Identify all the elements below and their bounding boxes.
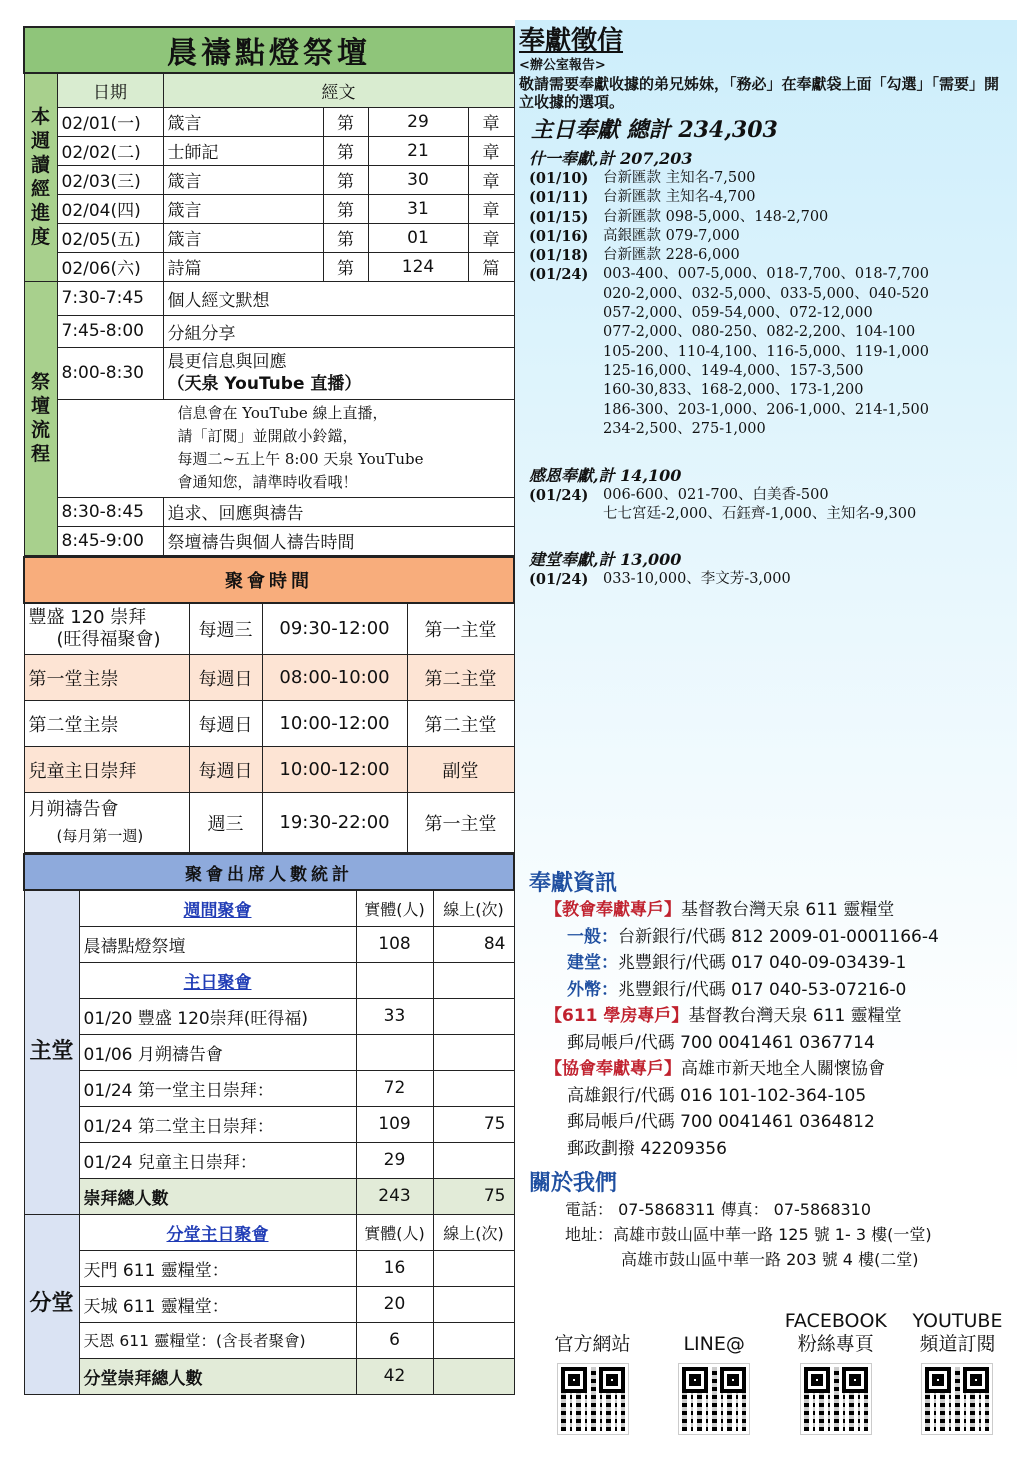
meeting-row — [24, 747, 514, 793]
tithe-title: 什一奉獻,計 207,203 — [529, 149, 693, 168]
meeting-row — [24, 603, 514, 655]
reading-row — [24, 107, 514, 136]
attendance-online — [433, 998, 514, 1034]
list-item — [515, 188, 1017, 207]
meeting-day: 每週日 — [189, 701, 262, 747]
church-account-tag: 【教會奉獻專戶】 — [545, 900, 681, 920]
notice-line: 每週二~五上午 8:00 天泉 YouTube — [177, 450, 424, 468]
offering-info-title: 奉獻資訊 — [529, 870, 618, 896]
meeting-name: 兒童主日崇拜 — [24, 747, 189, 793]
offering-info — [515, 866, 1017, 1272]
entry-date: (01/16) — [529, 227, 589, 245]
contact-phone: 電話： 07-5868311 傳真： 07-5868310 — [565, 1200, 872, 1219]
attendance-name: 天城 611 靈糧堂： — [79, 1286, 356, 1322]
meeting-name: 第二堂主崇 — [24, 701, 189, 747]
reading-date: 02/04(四) — [57, 194, 163, 223]
attendance-name: 01/24 第一堂主日崇拜： — [79, 1070, 356, 1106]
reading-book: 箴言 — [163, 165, 323, 194]
entry-date: (01/11) — [529, 189, 589, 207]
attendance-online — [433, 1322, 514, 1358]
entry-text: 台新匯款 098-5,000、148-2,700 — [603, 208, 829, 225]
attendance-row — [24, 926, 514, 962]
reading-number: 31 — [368, 194, 468, 223]
foreign-label: 外幣： — [567, 979, 618, 1000]
reading-number: 124 — [368, 252, 468, 281]
reading-prefix: 第 — [323, 223, 368, 252]
entry-text: 006-600、021-700、白美香-500 七七宮廷-2,000、石鈺齊-1,000、主知名-9,300 — [603, 487, 917, 523]
entry-date: (01/24) — [529, 487, 589, 505]
attendance-physical: 29 — [356, 1142, 433, 1178]
entry-text: 高銀匯款 079-7,000 — [603, 227, 740, 244]
offering-title: 奉獻徵信 — [519, 26, 624, 56]
list-item — [515, 570, 1017, 589]
main-hall-label: 主堂 — [24, 890, 79, 1214]
branch-total-row — [24, 1358, 514, 1394]
right-column — [515, 20, 1017, 1440]
meeting-time-title: 聚會時間 — [24, 557, 514, 603]
notice-line: 會通知您，請準時收看哦！ — [177, 473, 358, 491]
attendance-online — [433, 1142, 514, 1178]
entry-text: 003-400、007-5,000、018-7,700、018-7,700 020-2,000、032-5,000、033-5,000、040-520 057-2,000、059-54,000、072-12,000 077-2,000、080-250、082-2,200、104-100 105-200、110-4,100、116-5,000、119-1,000 125-16,000、149-4,000、157-3,500 160-30,833、168-2,000、173-1,200 186-300、203-1,000、206-1,000、214-1,500 234-2,500、275-1,000 — [603, 266, 930, 437]
reading-book: 箴言 — [163, 223, 323, 252]
association-account: 郵政劃撥 42209356 — [567, 1138, 727, 1159]
office-report-label: <辦公室報告> — [519, 58, 606, 73]
scripture-header: 經文 — [163, 73, 514, 107]
contact-address-2: 高雄市鼓山區中華一路 203 號 4 樓(二堂) — [621, 1250, 919, 1269]
meeting-time-table — [23, 556, 515, 854]
list-item — [515, 486, 1017, 525]
attendance-physical: 109 — [356, 1106, 433, 1142]
attendance-total-online: 75 — [433, 1178, 514, 1214]
qr-youtube[interactable] — [900, 1306, 1015, 1434]
qr-code-row — [535, 1306, 1015, 1434]
qr-code-icon[interactable] — [558, 1364, 628, 1434]
association-name: 高雄市新天地全人關懷協會 — [681, 1059, 885, 1079]
col-physical: 實體(人) — [356, 890, 433, 926]
list-item — [515, 227, 1017, 246]
col-physical: 實體(人) — [356, 1214, 433, 1250]
attendance-name: 天門 611 靈糧堂： — [79, 1250, 356, 1286]
attendance-physical: 6 — [356, 1322, 433, 1358]
reading-row — [24, 136, 514, 165]
notice-line: 信息會在 YouTube 線上直播， — [177, 404, 388, 422]
reading-unit: 章 — [468, 165, 514, 194]
attendance-online — [433, 1250, 514, 1286]
reading-number: 30 — [368, 165, 468, 194]
meeting-row — [24, 793, 514, 853]
attendance-physical: 33 — [356, 998, 433, 1034]
reading-unit: 章 — [468, 136, 514, 165]
attendance-online — [433, 1286, 514, 1322]
meeting-time: 08:00-10:00 — [262, 655, 407, 701]
entry-text: 033-10,000、李文芳-3,000 — [603, 570, 791, 587]
branch-total-name: 分堂崇拜總人數 — [79, 1358, 356, 1394]
qr-code-icon[interactable] — [679, 1364, 749, 1434]
meeting-time: 10:00-12:00 — [262, 701, 407, 747]
reading-row — [24, 223, 514, 252]
flow-item: 晨更信息與回應 — [167, 352, 287, 372]
attendance-physical — [356, 1034, 433, 1070]
reading-date: 02/02(二) — [57, 136, 163, 165]
list-item — [515, 246, 1017, 265]
meeting-row — [24, 655, 514, 701]
prayer-altar-table — [23, 26, 515, 556]
association-tag: 【協會奉獻專戶】 — [545, 1059, 681, 1079]
meeting-time: 09:30-12:00 — [262, 603, 407, 655]
attendance-row — [24, 1070, 514, 1106]
attendance-row — [24, 1106, 514, 1142]
meeting-subname: (每月第一週) — [56, 826, 144, 845]
reading-number: 29 — [368, 107, 468, 136]
flow-time: 7:30-7:45 — [57, 281, 163, 315]
reading-book: 詩篇 — [163, 252, 323, 281]
flow-item: 分組分享 — [163, 315, 514, 347]
attendance-name: 晨禱點燈祭壇 — [79, 926, 356, 962]
flow-time: 8:45-9:00 — [57, 526, 163, 555]
meeting-place: 第一主堂 — [407, 793, 514, 853]
weekday-meetings-header: 週間聚會 — [79, 890, 356, 926]
flow-time: 7:45-8:00 — [57, 315, 163, 347]
attendance-physical: 108 — [356, 926, 433, 962]
list-item — [515, 169, 1017, 188]
meeting-place: 第二主堂 — [407, 701, 514, 747]
notice-line: 請「訂閱」並開啟小鈴鐺， — [177, 427, 358, 445]
contact-address: 地址：高雄市鼓山區中華一路 125 號 1- 3 樓(一堂) — [565, 1225, 932, 1244]
col-online: 線上(次) — [433, 1214, 514, 1250]
qr-line[interactable] — [657, 1306, 772, 1434]
meeting-place: 第一主堂 — [407, 603, 514, 655]
prayer-altar-title: 晨禱點燈祭壇 — [24, 27, 514, 73]
tithe-list — [515, 169, 1017, 439]
flow-time: 8:00-8:30 — [57, 347, 163, 399]
reading-prefix: 第 — [323, 194, 368, 223]
entry-date: (01/10) — [529, 170, 589, 187]
attendance-physical: 20 — [356, 1286, 433, 1322]
date-header: 日期 — [57, 73, 163, 107]
attendance-name: 天恩 611 靈糧堂：(含長者聚會) — [79, 1322, 356, 1358]
attendance-online: 75 — [433, 1106, 514, 1142]
attendance-table — [23, 853, 515, 1395]
reading-number: 01 — [368, 223, 468, 252]
reading-row — [24, 165, 514, 194]
entry-text: 台新匯款 主知名-4,700 — [603, 189, 756, 206]
meeting-subname: (旺得福聚會) — [56, 628, 161, 650]
general-account: 台新銀行/代碼 812 2009-01-0001166-4 — [618, 926, 939, 947]
about-us-title: 關於我們 — [529, 1170, 618, 1196]
reading-date: 02/05(五) — [57, 223, 163, 252]
building-account: 兆豐銀行/代碼 017 040-09-03439-1 — [618, 953, 907, 973]
association-account: 郵局帳戶/代碼 700 0041461 0364812 — [567, 1112, 875, 1132]
attendance-name: 01/20 豐盛 120崇拜(旺得福) — [79, 998, 356, 1034]
entry-date: (01/24) — [529, 266, 589, 284]
reading-prefix: 第 — [323, 165, 368, 194]
left-column — [23, 26, 513, 1395]
school-account-tag: 【611 學房專戶】 — [545, 1006, 689, 1026]
attendance-name: 01/24 兒童主日崇拜： — [79, 1142, 356, 1178]
attendance-online — [433, 1034, 514, 1070]
attendance-row — [24, 1286, 514, 1322]
school-account: 郵局帳戶/代碼 700 0041461 0367714 — [567, 1032, 875, 1053]
reading-prefix: 第 — [323, 136, 368, 165]
qr-label: YOUTUBE 頻道訂閱 — [912, 1310, 1003, 1355]
foreign-account: 兆豐銀行/代碼 017 040-53-07216-0 — [618, 979, 907, 1000]
flow-item: 個人經文默想 — [163, 281, 514, 315]
meeting-time: 10:00-12:00 — [262, 747, 407, 793]
qr-label: 官方網站 — [554, 1333, 631, 1355]
meeting-time: 19:30-22:00 — [262, 793, 407, 853]
meeting-place: 第二主堂 — [407, 655, 514, 701]
branch-total-physical: 42 — [356, 1358, 433, 1394]
reading-prefix: 第 — [323, 252, 368, 281]
qr-label: FACEBOOK 粉絲專頁 — [784, 1310, 887, 1355]
branch-label: 分堂 — [24, 1214, 79, 1394]
reading-date: 02/06(六) — [57, 252, 163, 281]
meeting-day: 每週日 — [189, 747, 262, 793]
church-account-name: 基督教台灣天泉 611 靈糧堂 — [681, 900, 895, 920]
thanks-offering-title: 感恩奉獻,計 14,100 — [529, 466, 682, 486]
reading-row — [24, 252, 514, 281]
reading-book: 箴言 — [163, 107, 323, 136]
entry-date: (01/15) — [529, 208, 589, 226]
entry-date: (01/18) — [529, 247, 589, 265]
meeting-name: 豐盛 120 崇拜 — [28, 606, 147, 628]
reading-progress-label: 本週讀經進度 — [24, 73, 57, 281]
attendance-name: 01/06 月朔禱告會 — [79, 1034, 356, 1070]
attendance-row — [24, 998, 514, 1034]
reading-book: 箴言 — [163, 194, 323, 223]
list-item — [515, 208, 1017, 227]
altar-flow-label: 祭壇流程 — [24, 281, 57, 555]
attendance-title: 聚會出席人數統計 — [24, 854, 514, 890]
offering-total: 主日奉獻 總計 234,303 — [531, 117, 778, 143]
entry-text: 台新匯款 228-6,000 — [603, 247, 740, 264]
branch-total-online — [433, 1358, 514, 1394]
flow-item-youtube: （天泉 YouTube 直播） — [167, 374, 362, 394]
sunday-meetings-header: 主日聚會 — [79, 962, 356, 998]
school-account-name: 基督教台灣天泉 611 靈糧堂 — [688, 1006, 902, 1026]
reading-unit: 章 — [468, 107, 514, 136]
entry-text: 台新匯款 主知名-7,500 — [603, 170, 756, 186]
reading-unit: 章 — [468, 223, 514, 252]
attendance-online — [433, 1070, 514, 1106]
reading-prefix: 第 — [323, 107, 368, 136]
reading-unit: 篇 — [468, 252, 514, 281]
building-offering-title: 建堂奉獻,計 13,000 — [529, 549, 682, 569]
meeting-day: 週三 — [189, 793, 262, 853]
receipt-notice: 敬請需要奉獻收據的弟兄姊妹，「務必」在奉獻袋上面「勾選」「需要」開立收據的選項。 — [519, 75, 1000, 111]
meeting-name: 月朔禱告會 — [28, 798, 119, 820]
attendance-total-row — [24, 1178, 514, 1214]
reading-number: 21 — [368, 136, 468, 165]
meeting-row — [24, 701, 514, 747]
association-account: 高雄銀行/代碼 016 101-102-364-105 — [567, 1085, 867, 1106]
building-label: 建堂： — [567, 953, 618, 973]
reading-date: 02/01(一) — [57, 107, 163, 136]
reading-book: 士師記 — [163, 136, 323, 165]
attendance-physical: 16 — [356, 1250, 433, 1286]
general-label: 一般： — [567, 926, 618, 947]
youtube-notice — [57, 399, 514, 497]
reading-row — [24, 194, 514, 223]
flow-item: 追求、回應與禱告 — [163, 497, 514, 526]
attendance-row — [24, 1034, 514, 1070]
reading-date: 02/03(三) — [57, 165, 163, 194]
meeting-day: 每週三 — [189, 603, 262, 655]
meeting-name: 第一堂主崇 — [24, 655, 189, 701]
qr-code-icon[interactable] — [922, 1364, 992, 1434]
attendance-row — [24, 1142, 514, 1178]
qr-facebook[interactable] — [778, 1306, 893, 1434]
meeting-day: 每週日 — [189, 655, 262, 701]
qr-label: LINE@ — [683, 1333, 745, 1355]
attendance-online: 84 — [433, 926, 514, 962]
entry-date: (01/24) — [529, 570, 589, 588]
attendance-physical: 72 — [356, 1070, 433, 1106]
flow-item: 祭壇禱告與個人禱告時間 — [163, 526, 514, 555]
attendance-row — [24, 1250, 514, 1286]
qr-code-icon[interactable] — [801, 1364, 871, 1434]
attendance-total-name: 崇拜總人數 — [79, 1178, 356, 1214]
attendance-row — [24, 1322, 514, 1358]
col-online: 線上(次) — [433, 890, 514, 926]
flow-time: 8:30-8:45 — [57, 497, 163, 526]
qr-website[interactable] — [535, 1306, 650, 1434]
reading-unit: 章 — [468, 194, 514, 223]
list-item — [515, 265, 1017, 439]
branch-meetings-header: 分堂主日聚會 — [79, 1214, 356, 1250]
meeting-place: 副堂 — [407, 747, 514, 793]
attendance-total-physical: 243 — [356, 1178, 433, 1214]
attendance-name: 01/24 第二堂主日崇拜： — [79, 1106, 356, 1142]
